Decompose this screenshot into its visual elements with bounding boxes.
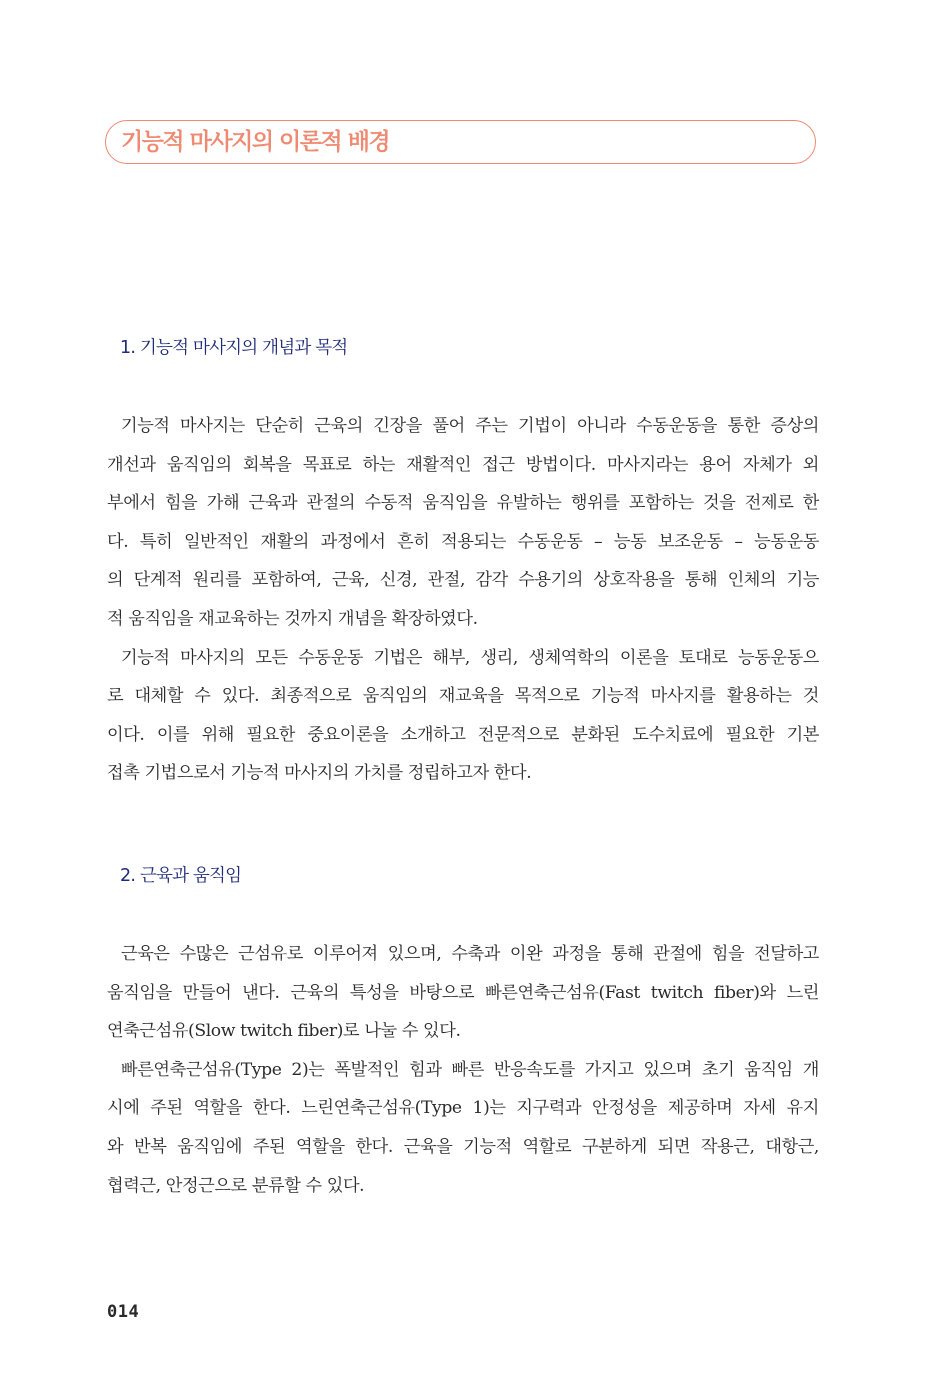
text-line: 개선과 움직임의 회복을 목표로 하는 재활적인 접근 방법이다. 마사지라는 용어 자체가 외 (107, 454, 819, 475)
text-line: 와 반복 움직임에 주된 역할을 한다. 근육을 기능적 역할로 구분하게 되면 작용근, 대항근, (107, 1136, 819, 1157)
text-line: 기능적 마사지의 모든 수동운동 기법은 해부, 생리, 생체역학의 이론을 토대로 능동운동으 (121, 647, 819, 668)
text-line: 의 단계적 원리를 포함하여, 근육, 신경, 관절, 감각 수용기의 상호작용을 통해 인체의 기능 (107, 570, 819, 591)
paragraph (107, 639, 819, 793)
paragraph (107, 407, 819, 639)
text-line: 연축근섬유(Slow twitch fiber)로 나눌 수 있다. (107, 1021, 461, 1042)
text-line: 적 움직임을 재교육하는 것까지 개념을 확장하였다. (107, 608, 478, 629)
text-line: 이다. 이를 위해 필요한 중요이론을 소개하고 전문적으로 분화된 도수치료에 필요한 기본 (107, 724, 819, 745)
paragraph (107, 1051, 819, 1205)
section-body-2 (107, 935, 819, 1205)
chapter-title: 기능적 마사지의 이론적 배경 (121, 129, 390, 155)
section-heading-2: 2. 근육과 움직임 (120, 866, 242, 886)
section-heading-1: 1. 기능적 마사지의 개념과 목적 (120, 338, 348, 358)
paragraph (107, 935, 819, 1051)
text-line: 다. 특히 일반적인 재활의 과정에서 흔히 적용되는 수동운동 – 능동 보조운동 – 능동운동 (107, 531, 819, 552)
section-body-1 (107, 407, 819, 793)
text-line: 빠른연축근섬유(Type 2)는 폭발적인 힘과 빠른 반응속도를 가지고 있으며 초기 움직임 개 (121, 1059, 819, 1080)
text-line: 접촉 기법으로서 기능적 마사지의 가치를 정립하고자 한다. (107, 763, 532, 784)
text-line: 근육은 수많은 근섬유로 이루어져 있으며, 수축과 이완 과정을 통해 관절에 힘을 전달하고 (121, 944, 819, 964)
chapter-banner (105, 120, 816, 164)
text-line: 로 대체할 수 있다. 최종적으로 움직임의 재교육을 목적으로 기능적 마사지를 활용하는 것 (107, 686, 819, 707)
text-line: 협력근, 안정근으로 분류할 수 있다. (107, 1175, 365, 1196)
text-line: 움직임을 만들어 낸다. 근육의 특성을 바탕으로 빠른연축근섬유(Fast twitch fiber)와 느린 (107, 982, 819, 1003)
text-line: 부에서 힘을 가해 근육과 관절의 수동적 움직임을 유발하는 행위를 포함하는 것을 전제로 한 (107, 493, 819, 514)
text-line: 시에 주된 역할을 한다. 느린연축근섬유(Type 1)는 지구력과 안정성을 제공하며 자세 유지 (107, 1098, 819, 1119)
page-number: 014 (107, 1302, 140, 1322)
text-line: 기능적 마사지는 단순히 근육의 긴장을 풀어 주는 기법이 아니라 수동운동을 통한 증상의 (121, 416, 819, 436)
